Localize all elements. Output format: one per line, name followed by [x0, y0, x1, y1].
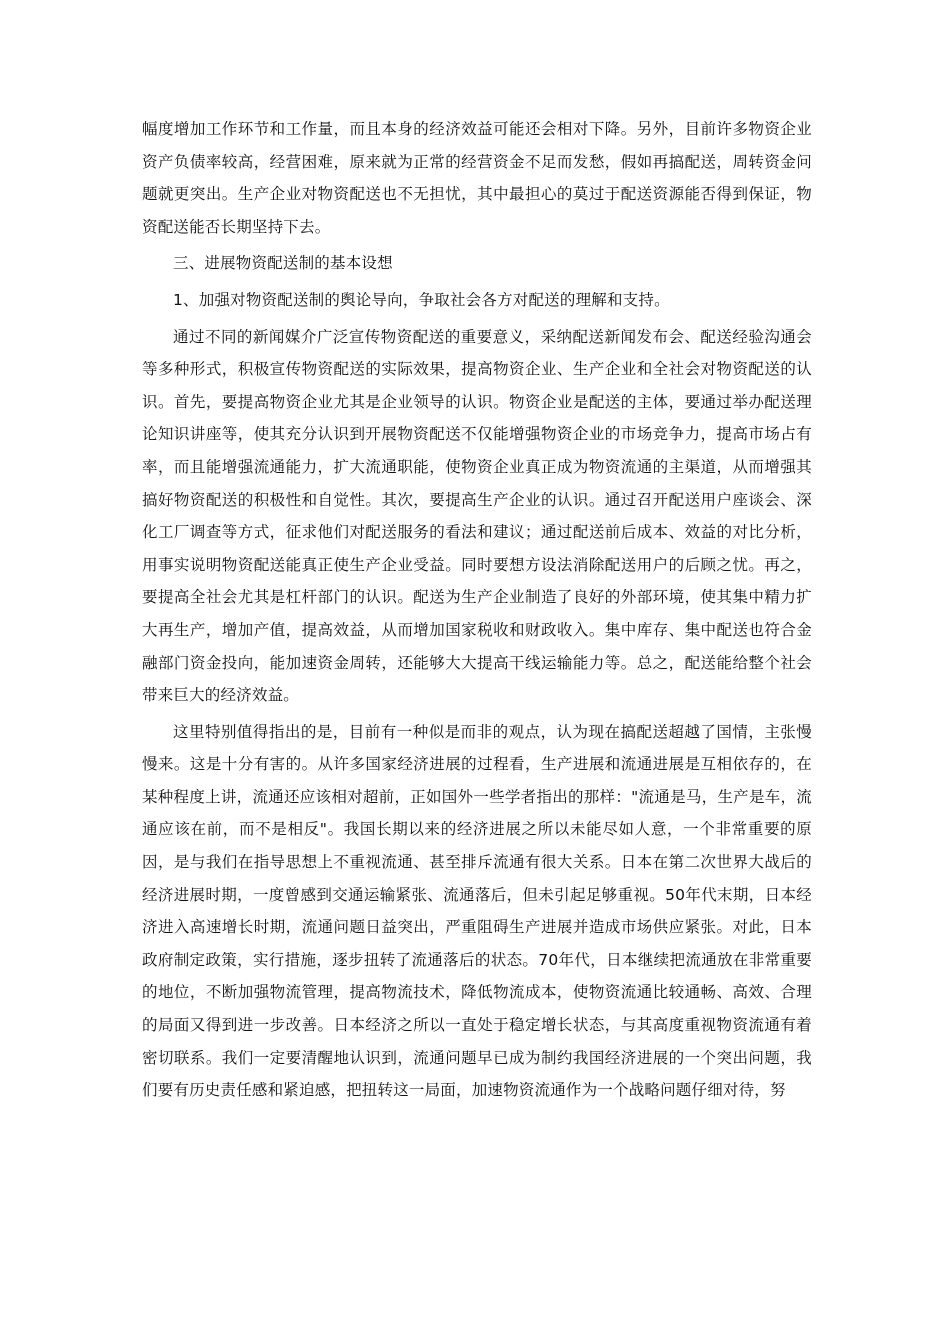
paragraph-continued: 幅度增加工作环节和工作量，而且本身的经济效益可能还会相对下降。另外，目前许多物资企业资产负债率较高，经营困难，原来就为正常的经营资金不足而发愁，假如再搞配送，周转资金问题就更突出。生产企业对物资配送也不无担忧，其中最担心的莫过于配送资源能否得到保证，物资配送能否长期坚持下去。 — [142, 120, 812, 236]
document-body — [142, 113, 812, 1107]
paragraph: 通过不同的新闻媒介广泛宣传物资配送的重要意义，采纳配送新闻发布会、配送经验沟通会等多种形式，积极宣传物资配送的实际效果，提高物资企业、生产企业和全社会对物资配送的认识。首先，要提高物资企业尤其是企业领导的认识。物资企业是配送的主体，要通过举办配送理论知识讲座等，使其充分认识到开展物资配送不仅能增强物资企业的市场竞争力，提高市场占有率，而且能增强流通能力，扩大流通职能，使物资企业真正成为物资流通的主渠道，从而增强其搞好物资配送的积极性和自觉性。其次，要提高生产企业的认识。通过召开配送用户座谈会、深化工厂调查等方式，征求他们对配送服务的看法和建议；通过配送前后成本、效益的对比分析，用事实说明物资配送能真正使生产企业受益。同时要想方设法消除配送用户的后顾之忧。再之，要提高全社会尤其是杠杆部门的认识。配送为生产企业制造了良好的外部环境，使其集中精力扩大再生产，增加产值，提高效益，从而增加国家税收和财政收入。集中库存、集中配送也符合金融部门资金投向，能加速资金周转，还能够大大提高干线运输能力等。总之，配送能给整个社会带来巨大的经济效益。 — [142, 327, 812, 705]
subheading: 1、加强对物资配送制的舆论导向，争取社会各方对配送的理解和支持。 — [173, 290, 670, 309]
paragraph: 这里特别值得指出的是，目前有一种似是而非的观点，认为现在搞配送超越了国情，主张慢慢来。这是十分有害的。从许多国家经济进展的过程看，生产进展和流通进展是互相依存的，在某种程度上讲，流通还应该相对超前，正如国外一些学者指出的那样："流通是马，生产是车，流通应该在前，而不是相反"。我国长期以来的经济进展之所以未能尽如人意，一个非常重要的原因，是与我们在指导思想上不重视流通、甚至排斥流通有很大关系。日本在第二次世界大战后的经济进展时期，一度曾感到交通运输紧张、流通落后，但未引起足够重视。50年代末期，日本经济进入高速增长时期，流通问题日益突出，严重阻碍生产进展并造成市场供应紧张。对此，日本政府制定政策，实行措施，逐步扭转了流通落后的状态。70年代，日本继续把流通放在非常重要的地位，不断加强物流管理，提高物流技术，降低物流成本，使物资流通比较通畅、高效、合理的局面又得到进一步改善。日本经济之所以一直处于稳定增长状态，与其高度重视物资流通有着密切联系。我们一定要清醒地认识到，流通问题早已成为制约我国经济进展的一个突出问题，我们要有历史责任感和紧迫感，把扭转这一局面，加速物资流通作为一个战略问题仔细对待，努 — [142, 722, 812, 1100]
section-heading: 三、进展物资配送制的基本设想 — [173, 254, 393, 273]
